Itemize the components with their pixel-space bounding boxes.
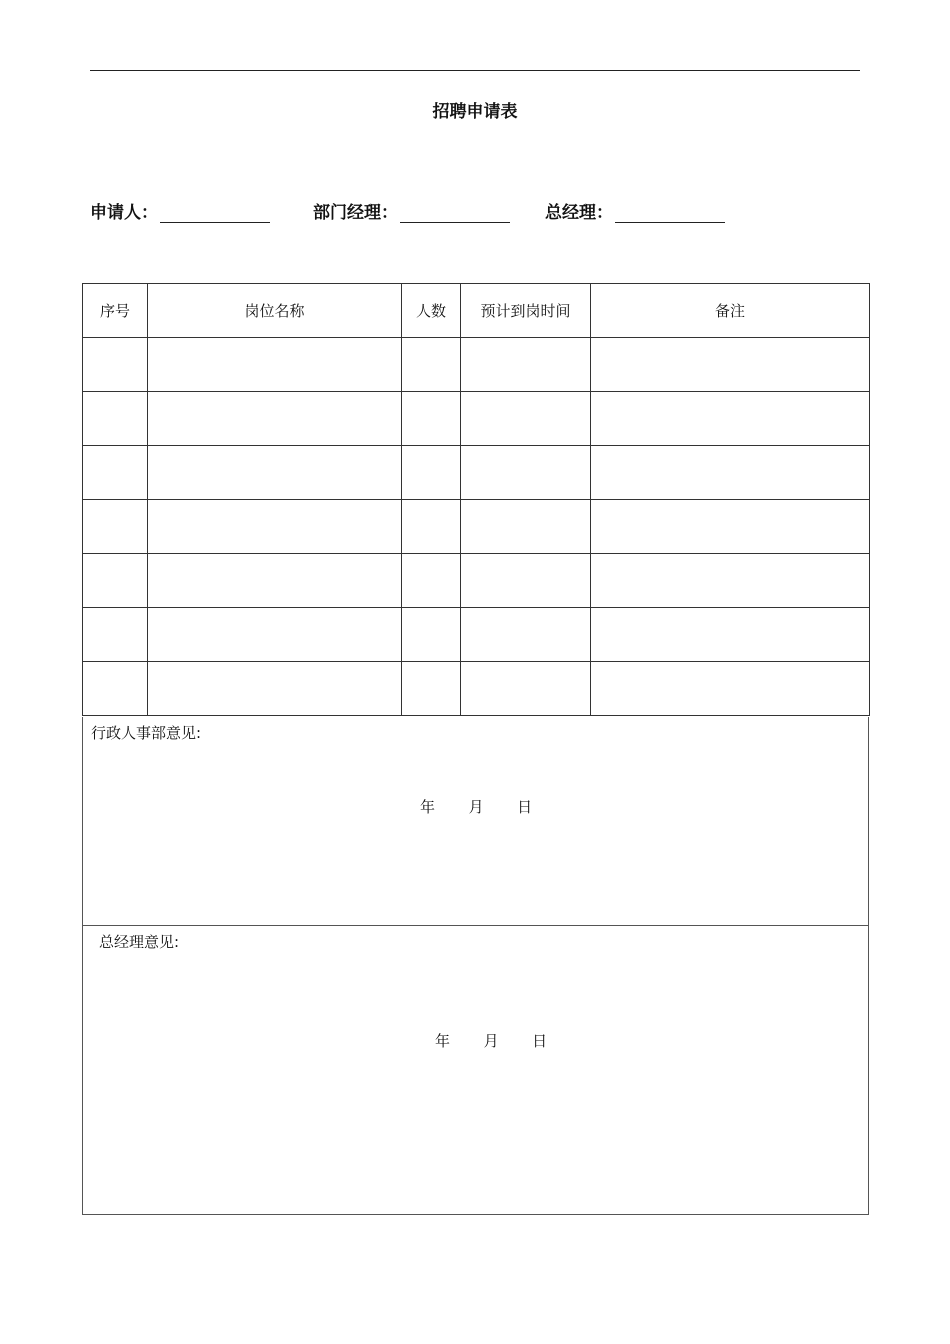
- gm-opinion-box[interactable]: [82, 925, 869, 1215]
- dept-manager-signature: [313, 198, 510, 223]
- header-rule: [90, 70, 860, 71]
- cell-arrival-time[interactable]: [461, 338, 591, 392]
- cell-seq[interactable]: [83, 554, 148, 608]
- general-manager-blank[interactable]: [615, 202, 725, 223]
- dept-manager-blank[interactable]: [400, 202, 510, 223]
- header-headcount: 人数: [402, 284, 461, 338]
- cell-arrival-time[interactable]: [461, 392, 591, 446]
- cell-seq[interactable]: [83, 446, 148, 500]
- applicant-blank[interactable]: [160, 202, 270, 223]
- table-row: [83, 662, 870, 716]
- header-position: 岗位名称: [148, 284, 402, 338]
- cell-position[interactable]: [148, 662, 402, 716]
- header-seq: 序号: [83, 284, 148, 338]
- cell-position[interactable]: [148, 338, 402, 392]
- hr-year-label: 年: [420, 798, 436, 816]
- hr-opinion-box[interactable]: [82, 717, 869, 926]
- header-remarks: 备注: [591, 284, 870, 338]
- table-row: [83, 500, 870, 554]
- cell-headcount[interactable]: [402, 500, 461, 554]
- dept-manager-label: 部门经理：: [313, 203, 398, 223]
- cell-headcount[interactable]: [402, 662, 461, 716]
- cell-headcount[interactable]: [402, 554, 461, 608]
- table-row: [83, 338, 870, 392]
- cell-arrival-time[interactable]: [461, 662, 591, 716]
- cell-position[interactable]: [148, 446, 402, 500]
- recruitment-table: [82, 283, 870, 716]
- cell-headcount[interactable]: [402, 338, 461, 392]
- cell-position[interactable]: [148, 554, 402, 608]
- cell-remarks[interactable]: [591, 662, 870, 716]
- table-row: [83, 608, 870, 662]
- cell-position[interactable]: [148, 608, 402, 662]
- table-row: [83, 392, 870, 446]
- cell-remarks[interactable]: [591, 392, 870, 446]
- form-title: 招聘申请表: [432, 102, 518, 122]
- cell-arrival-time[interactable]: [461, 554, 591, 608]
- cell-headcount[interactable]: [402, 446, 461, 500]
- applicant-label: 申请人：: [90, 203, 158, 223]
- gm-year-label: 年: [435, 1032, 451, 1050]
- cell-headcount[interactable]: [402, 392, 461, 446]
- cell-arrival-time[interactable]: [461, 446, 591, 500]
- cell-remarks[interactable]: [591, 608, 870, 662]
- applicant-signature: [90, 198, 270, 223]
- cell-remarks[interactable]: [591, 338, 870, 392]
- cell-seq[interactable]: [83, 392, 148, 446]
- gm-opinion-label: 总经理意见:: [99, 933, 180, 951]
- cell-arrival-time[interactable]: [461, 500, 591, 554]
- hr-opinion-label: 行政人事部意见:: [91, 724, 202, 742]
- cell-seq[interactable]: [83, 338, 148, 392]
- cell-seq[interactable]: [83, 608, 148, 662]
- gm-opinion-date: [435, 1030, 547, 1051]
- cell-seq[interactable]: [83, 662, 148, 716]
- table-header-row: [83, 284, 870, 338]
- cell-seq[interactable]: [83, 500, 148, 554]
- general-manager-signature: [545, 198, 725, 223]
- cell-position[interactable]: [148, 392, 402, 446]
- cell-headcount[interactable]: [402, 608, 461, 662]
- cell-position[interactable]: [148, 500, 402, 554]
- table-row: [83, 446, 870, 500]
- header-arrival-time: 预计到岗时间: [461, 284, 591, 338]
- cell-remarks[interactable]: [591, 446, 870, 500]
- hr-day-label: 日: [517, 798, 533, 816]
- hr-month-label: 月: [468, 798, 484, 816]
- gm-day-label: 日: [532, 1032, 548, 1050]
- general-manager-label: 总经理：: [545, 203, 613, 223]
- hr-opinion-date: [420, 796, 532, 817]
- table-row: [83, 554, 870, 608]
- cell-remarks[interactable]: [591, 500, 870, 554]
- gm-month-label: 月: [483, 1032, 499, 1050]
- cell-arrival-time[interactable]: [461, 608, 591, 662]
- cell-remarks[interactable]: [591, 554, 870, 608]
